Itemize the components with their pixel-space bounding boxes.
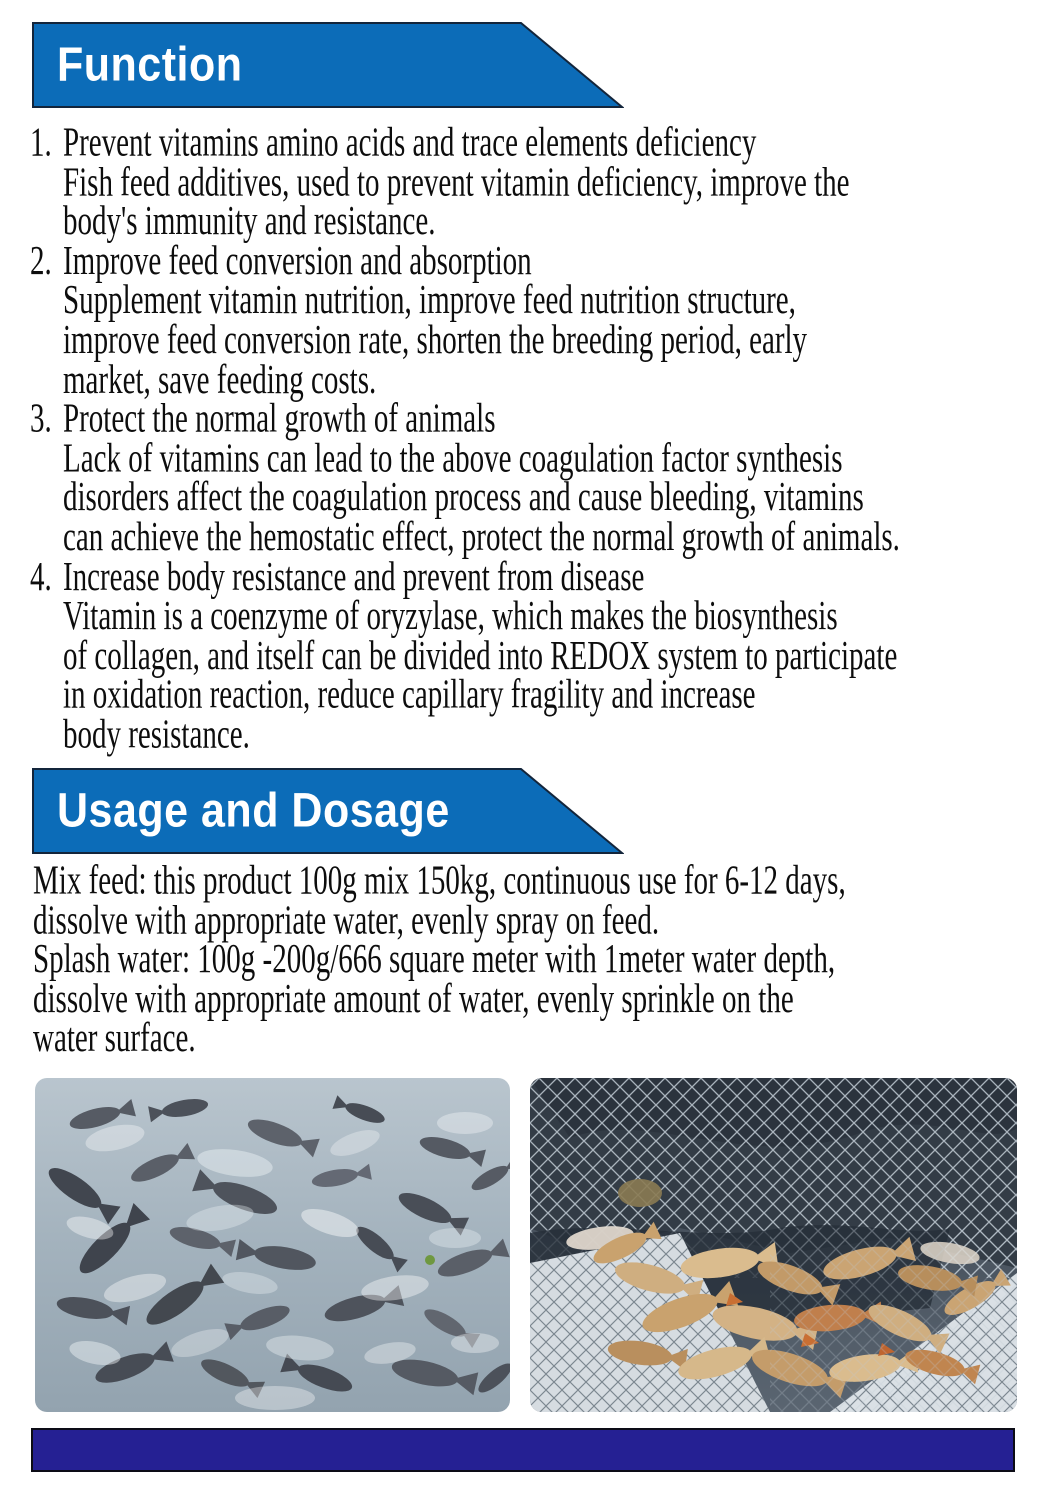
fish-crowd-photo (35, 1078, 510, 1412)
fish-crowd-illustration (35, 1078, 510, 1412)
function-item-1 (30, 119, 1030, 245)
usage-text-line: dissolve with appropriate amount of water, evenly sprinkle on the (33, 976, 794, 1022)
function-text-line: improve feed conversion rate, shorten the breeding period, early (63, 317, 808, 363)
function-text-line: of collagen, and itself can be divided into REDOX system to participate (63, 632, 898, 679)
function-item-4 (30, 553, 1030, 758)
function-list (30, 119, 1030, 758)
carp-net-illustration (530, 1078, 1017, 1412)
usage-text-line: Splash water: 100g -200g/666 square meter with 1meter water depth, (33, 936, 836, 983)
function-text-line: disorders affect the coagulation process and cause bleeding, vitamins (63, 474, 864, 521)
function-text-line: body's immunity and resistance. (63, 198, 436, 245)
usage-text (33, 857, 1033, 1062)
function-text-line: in oxidation reaction, reduce capillary fragility and increase (63, 672, 756, 718)
carp-in-net-photo (530, 1078, 1017, 1412)
item-number: 2. (30, 238, 52, 284)
usage-text-line: dissolve with appropriate water, evenly spray on feed. (33, 897, 660, 943)
footer-bar (31, 1428, 1015, 1472)
function-text-line: market, save feeding costs. (63, 356, 377, 403)
function-text-line: Supplement vitamin nutrition, improve feed nutrition structure, (63, 277, 796, 324)
green-buoy-dot (425, 1255, 435, 1265)
function-text-line: Protect the normal growth of animals (63, 395, 496, 442)
function-text-line: Vitamin is a coenzyme of oryzylase, which makes the biosynthesis (63, 593, 838, 639)
item-number: 3. (30, 395, 52, 442)
function-text-line: Improve feed conversion and absorption (63, 238, 532, 284)
function-text-line: Prevent vitamins amino acids and trace elements deficiency (63, 119, 757, 166)
function-text-line: Lack of vitamins can lead to the above coagulation factor synthesis (63, 435, 843, 482)
usage-section-banner (32, 768, 624, 854)
function-item-2 (30, 238, 1030, 403)
item-number: 1. (30, 119, 52, 166)
function-section-banner (32, 22, 624, 108)
usage-section-title: Usage and Dosage (57, 783, 450, 838)
function-text-line: can achieve the hemostatic effect, protect the normal growth of animals. (63, 514, 900, 561)
function-item-3 (30, 395, 1030, 561)
item-number: 4. (30, 553, 52, 600)
usage-text-line: Mix feed: this product 100g mix 150kg, continuous use for 6-12 days, (33, 857, 846, 904)
function-text-line: body resistance. (63, 711, 250, 758)
function-text-line: Increase body resistance and prevent from disease (63, 553, 645, 600)
function-section-title: Function (57, 37, 243, 92)
function-text-line: Fish feed additives, used to prevent vitamin deficiency, improve the (63, 159, 850, 205)
usage-text-line: water surface. (33, 1015, 196, 1062)
